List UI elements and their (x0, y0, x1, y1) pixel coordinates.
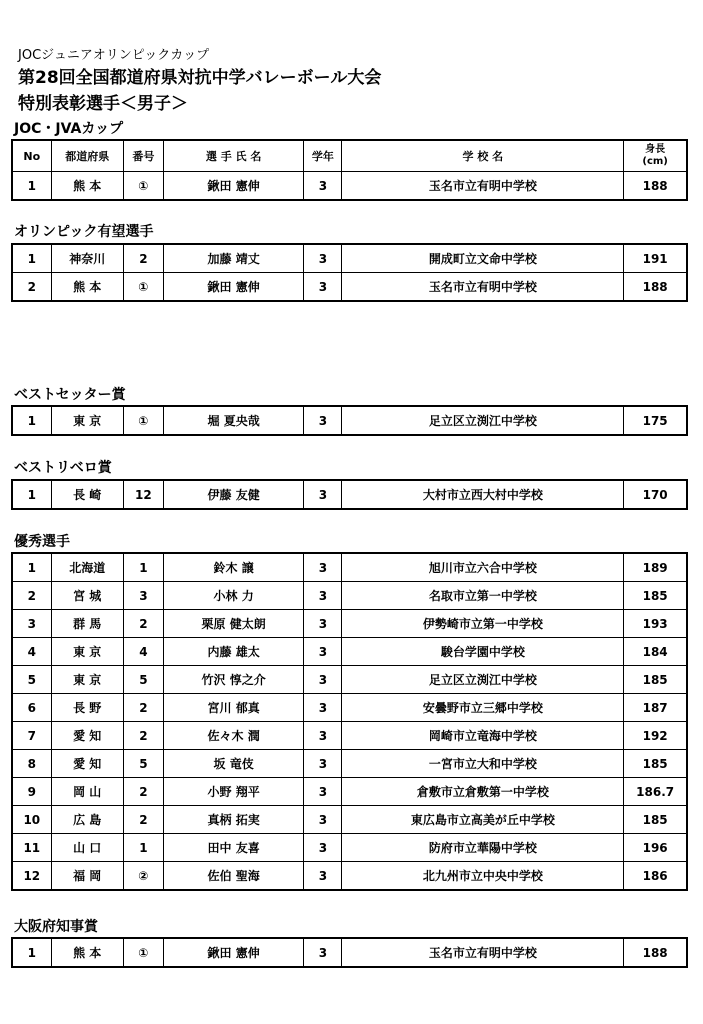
cell-pref: 北海道 (51, 553, 123, 582)
table-row (12, 582, 687, 610)
cell-num: 12 (123, 480, 163, 509)
cell-height: 170 (624, 480, 687, 509)
cell-grade: 3 (304, 694, 342, 722)
event-title: 第28回全国都道府県対抗中学バレーボール大会 (18, 68, 382, 88)
table-row (12, 778, 687, 806)
cell-grade: 3 (304, 406, 342, 435)
cell-no: 12 (12, 862, 51, 891)
col-grade: 学年 (304, 140, 342, 172)
cell-num: ② (123, 862, 163, 891)
cell-no: 2 (12, 582, 51, 610)
cell-pref: 長 崎 (51, 480, 123, 509)
setter-rows (12, 406, 687, 435)
cell-name: 佐伯 聖海 (163, 862, 303, 891)
table-row (12, 666, 687, 694)
cell-name: 内藤 雄太 (163, 638, 303, 666)
cell-pref: 東 京 (51, 406, 123, 435)
cell-name: 竹沢 惇之介 (163, 666, 303, 694)
excellent-rows (12, 553, 687, 890)
cell-no: 1 (12, 553, 51, 582)
cell-grade: 3 (304, 273, 342, 302)
cell-no: 7 (12, 722, 51, 750)
cell-name: 佐々木 潤 (163, 722, 303, 750)
table-row (12, 480, 687, 509)
cell-school: 玉名市立有明中学校 (342, 938, 624, 967)
cell-height: 188 (624, 273, 687, 302)
col-height (624, 140, 687, 172)
cell-name: 小野 翔平 (163, 778, 303, 806)
cell-height: 188 (624, 938, 687, 967)
cell-school: 防府市立華陽中学校 (342, 834, 624, 862)
table-row (12, 834, 687, 862)
section-title-olympic: オリンピック有望選手 (14, 224, 154, 240)
cell-num: ① (123, 406, 163, 435)
cell-height: 196 (624, 834, 687, 862)
col-pref: 都道府県 (51, 140, 123, 172)
cell-num: 1 (123, 553, 163, 582)
cell-pref: 東 京 (51, 666, 123, 694)
table-row (12, 172, 687, 201)
cell-name: 伊藤 友健 (163, 480, 303, 509)
cell-height: 184 (624, 638, 687, 666)
event-subtitle: JOCジュニアオリンピックカップ (18, 48, 210, 63)
olympic-rows (12, 244, 687, 301)
cell-height: 186 (624, 862, 687, 891)
cell-school: 安曇野市立三郷中学校 (342, 694, 624, 722)
award-category: 特別表彰選手＜男子＞ (18, 94, 188, 114)
cell-grade: 3 (304, 722, 342, 750)
cell-pref: 神奈川 (51, 244, 123, 273)
cell-school: 玉名市立有明中学校 (342, 172, 624, 201)
section-title-joc: JOC・JVAカップ (14, 121, 124, 137)
cell-school: 伊勢崎市立第一中学校 (342, 610, 624, 638)
cell-no: 1 (12, 406, 51, 435)
cell-pref: 福 岡 (51, 862, 123, 891)
cell-no: 1 (12, 938, 51, 967)
cell-num: 3 (123, 582, 163, 610)
table-row (12, 694, 687, 722)
cell-no: 4 (12, 638, 51, 666)
cell-pref: 東 京 (51, 638, 123, 666)
cell-no: 9 (12, 778, 51, 806)
cell-no: 11 (12, 834, 51, 862)
table-row (12, 806, 687, 834)
cell-no: 6 (12, 694, 51, 722)
cell-num: 2 (123, 694, 163, 722)
cell-school: 玉名市立有明中学校 (342, 273, 624, 302)
table-row (12, 722, 687, 750)
cell-grade: 3 (304, 666, 342, 694)
cell-grade: 3 (304, 480, 342, 509)
cell-school: 駿台学園中学校 (342, 638, 624, 666)
cell-grade: 3 (304, 638, 342, 666)
cell-height: 191 (624, 244, 687, 273)
cell-name: 鈴木 譲 (163, 553, 303, 582)
cell-no: 3 (12, 610, 51, 638)
cell-num: 5 (123, 666, 163, 694)
cell-no: 1 (12, 172, 51, 201)
cell-grade: 3 (304, 244, 342, 273)
cell-name: 宮川 郁真 (163, 694, 303, 722)
cell-grade: 3 (304, 610, 342, 638)
cell-num: 5 (123, 750, 163, 778)
cell-school: 倉敷市立倉敷第一中学校 (342, 778, 624, 806)
cell-name: 堀 夏央哉 (163, 406, 303, 435)
cell-school: 旭川市立六合中学校 (342, 553, 624, 582)
table-row (12, 273, 687, 302)
cell-pref: 愛 知 (51, 722, 123, 750)
cell-no: 1 (12, 244, 51, 273)
section-title-governor: 大阪府知事賞 (14, 919, 98, 935)
cell-grade: 3 (304, 582, 342, 610)
cell-height: 185 (624, 666, 687, 694)
table-row (12, 862, 687, 891)
cell-height: 192 (624, 722, 687, 750)
cell-num: ① (123, 938, 163, 967)
cell-school: 大村市立西大村中学校 (342, 480, 624, 509)
table-row (12, 610, 687, 638)
setter-table (11, 405, 688, 436)
cell-num: ① (123, 273, 163, 302)
joc-table (11, 139, 688, 201)
cell-name: 鍬田 憲伸 (163, 273, 303, 302)
cell-num: 1 (123, 834, 163, 862)
cell-name: 鍬田 憲伸 (163, 172, 303, 201)
col-height-unit: (cm) (642, 156, 668, 167)
cell-num: 2 (123, 806, 163, 834)
cell-pref: 熊 本 (51, 172, 123, 201)
cell-name: 真柄 拓実 (163, 806, 303, 834)
cell-height: 188 (624, 172, 687, 201)
cell-school: 岡崎市立竜海中学校 (342, 722, 624, 750)
cell-school: 足立区立渕江中学校 (342, 406, 624, 435)
cell-grade: 3 (304, 806, 342, 834)
cell-pref: 愛 知 (51, 750, 123, 778)
cell-height: 186.7 (624, 778, 687, 806)
col-num: 番号 (123, 140, 163, 172)
col-school: 学 校 名 (342, 140, 624, 172)
cell-num: ① (123, 172, 163, 201)
cell-pref: 長 野 (51, 694, 123, 722)
cell-no: 2 (12, 273, 51, 302)
cell-height: 175 (624, 406, 687, 435)
cell-pref: 広 島 (51, 806, 123, 834)
cell-pref: 群 馬 (51, 610, 123, 638)
cell-school: 名取市立第一中学校 (342, 582, 624, 610)
cell-height: 187 (624, 694, 687, 722)
cell-pref: 岡 山 (51, 778, 123, 806)
cell-height: 189 (624, 553, 687, 582)
cell-grade: 3 (304, 834, 342, 862)
cell-no: 8 (12, 750, 51, 778)
cell-grade: 3 (304, 172, 342, 201)
cell-school: 北九州市立中央中学校 (342, 862, 624, 891)
cell-height: 185 (624, 750, 687, 778)
cell-num: 2 (123, 244, 163, 273)
col-height-label: 身長 (645, 144, 666, 155)
cell-num: 4 (123, 638, 163, 666)
olympic-table (11, 243, 688, 302)
cell-num: 2 (123, 778, 163, 806)
cell-no: 10 (12, 806, 51, 834)
cell-grade: 3 (304, 750, 342, 778)
table-row (12, 406, 687, 435)
governor-rows (12, 938, 687, 967)
table-row (12, 553, 687, 582)
section-title-libero: ベストリベロ賞 (14, 460, 112, 476)
cell-no: 5 (12, 666, 51, 694)
cell-pref: 熊 本 (51, 273, 123, 302)
section-title-setter: ベストセッター賞 (14, 387, 126, 403)
cell-grade: 3 (304, 862, 342, 891)
governor-table (11, 937, 688, 968)
cell-pref: 宮 城 (51, 582, 123, 610)
joc-rows (12, 172, 687, 201)
col-no: No (12, 140, 51, 172)
cell-grade: 3 (304, 938, 342, 967)
cell-name: 栗原 健太朗 (163, 610, 303, 638)
cell-pref: 山 口 (51, 834, 123, 862)
cell-grade: 3 (304, 778, 342, 806)
cell-name: 小林 力 (163, 582, 303, 610)
table-row (12, 244, 687, 273)
cell-no: 1 (12, 480, 51, 509)
col-name: 選 手 氏 名 (163, 140, 303, 172)
table-row (12, 750, 687, 778)
cell-school: 一宮市立大和中学校 (342, 750, 624, 778)
table-header-row (12, 140, 687, 172)
cell-num: 2 (123, 722, 163, 750)
cell-school: 足立区立渕江中学校 (342, 666, 624, 694)
cell-height: 185 (624, 582, 687, 610)
cell-name: 鍬田 憲伸 (163, 938, 303, 967)
cell-height: 185 (624, 806, 687, 834)
table-row (12, 638, 687, 666)
cell-name: 田中 友喜 (163, 834, 303, 862)
cell-name: 坂 竜伎 (163, 750, 303, 778)
libero-table (11, 479, 688, 510)
cell-pref: 熊 本 (51, 938, 123, 967)
cell-school: 東広島市立高美が丘中学校 (342, 806, 624, 834)
cell-school: 開成町立文命中学校 (342, 244, 624, 273)
libero-rows (12, 480, 687, 509)
cell-grade: 3 (304, 553, 342, 582)
cell-name: 加藤 靖丈 (163, 244, 303, 273)
excellent-table (11, 552, 688, 891)
table-row (12, 938, 687, 967)
section-title-excellent: 優秀選手 (14, 534, 70, 550)
cell-height: 193 (624, 610, 687, 638)
cell-num: 2 (123, 610, 163, 638)
